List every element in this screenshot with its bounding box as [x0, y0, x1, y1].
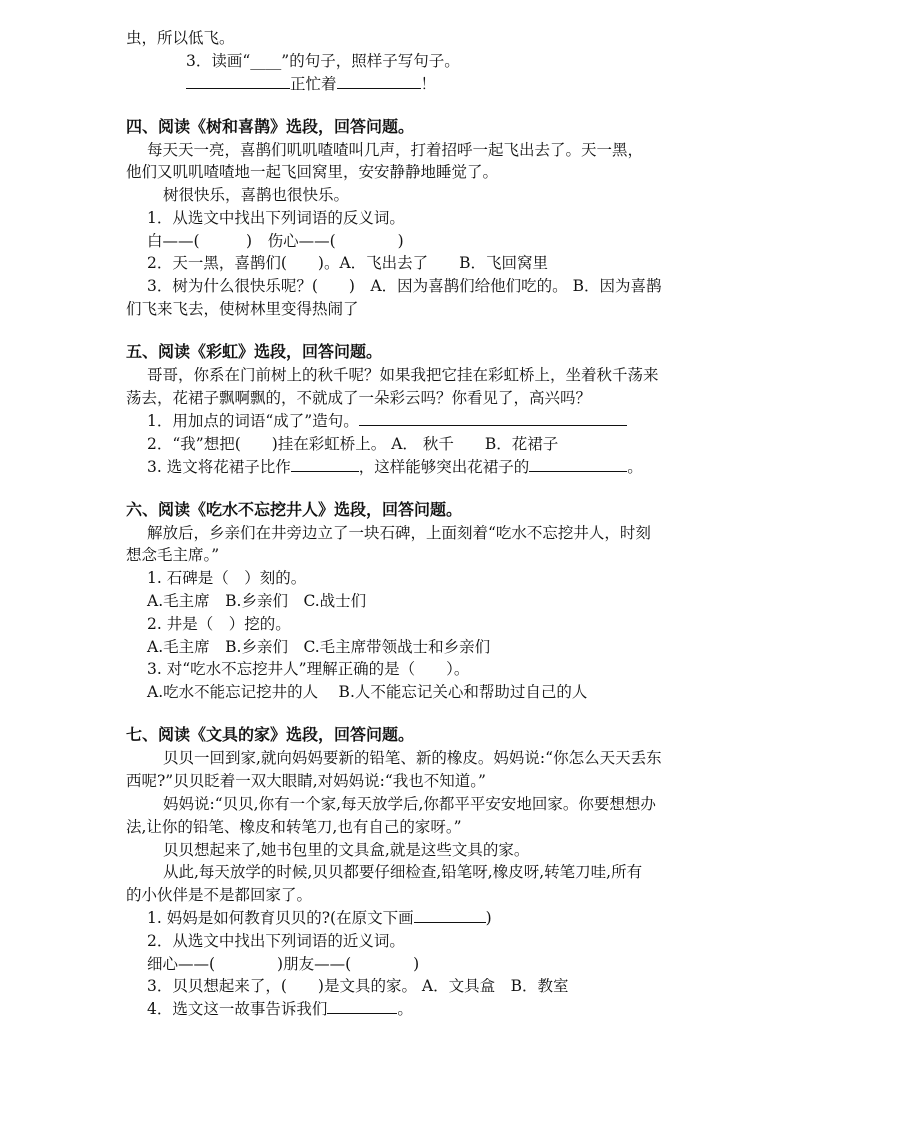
question-line: 2．从选文中找出下列词语的近义词。	[147, 932, 405, 950]
passage-line: 想念毛主席。”	[126, 546, 220, 564]
text-segment: 。	[397, 1000, 413, 1018]
passage-line: 的小伙伴是不是都回家了。	[126, 886, 313, 904]
answer-blank[interactable]	[327, 998, 397, 1014]
question-line: 2. 井是（ ）挖的。	[147, 615, 291, 633]
question-line: 2．“我”想把( )挂在彩虹桥上。 A． 秋千 B．花裙子	[147, 435, 559, 453]
passage-line: 树很快乐，喜鹊也很快乐。	[163, 186, 350, 204]
answer-options: A.毛主席 B.乡亲们 C.毛主席带领战士和乡亲们	[147, 638, 491, 656]
answer-blank[interactable]	[186, 73, 290, 89]
question-line	[147, 998, 413, 1020]
question-line	[147, 907, 492, 929]
section-heading: 四、阅读《树和喜鹊》选段，回答问题。	[126, 117, 415, 136]
question-line	[147, 456, 643, 478]
passage-line: 每天天一亮，喜鹊们叽叽喳喳叫几声，打着招呼一起飞出去了。天一黑，	[147, 141, 644, 159]
answer-blank[interactable]	[359, 410, 627, 426]
question-line: 1. 石碑是（ ）刻的。	[147, 569, 307, 587]
question-line: 白——( ) 伤心——( )	[147, 232, 404, 250]
text-segment: )	[485, 909, 492, 927]
text-segment: ，这样能够突出花裙子的	[358, 458, 530, 476]
question-line: 细心——( )朋友——( )	[147, 955, 420, 973]
passage-line: 法,让你的铅笔、橡皮和转笔刀,也有自己的家呀。”	[126, 818, 462, 836]
answer-blank[interactable]	[529, 456, 627, 472]
fill-in-line	[186, 73, 436, 95]
passage-line: 贝贝一回到家,就向妈妈要新的铅笔、新的橡皮。妈妈说:“你怎么天天丢东	[163, 749, 662, 767]
passage-line: 解放后，乡亲们在井旁边立了一块石碑，上面刻着“吃水不忘挖井人，时刻	[147, 524, 651, 542]
section-heading: 七、阅读《文具的家》选段，回答问题。	[126, 725, 415, 744]
passage-line: 哥哥，你系在门前树上的秋千呢？如果我把它挂在彩虹桥上，坐着秋千荡来	[147, 366, 659, 384]
answer-blank[interactable]	[414, 907, 486, 923]
question-line	[147, 410, 627, 432]
text-segment: 1．用加点的词语“成了”造句。	[147, 412, 359, 430]
answer-blank[interactable]	[291, 456, 359, 472]
text-segment: 1. 妈妈是如何教育贝贝的?(在原文下画	[147, 909, 414, 927]
text-segment: 。	[627, 458, 643, 476]
question-line: 1．从选文中找出下列词语的反义词。	[147, 209, 405, 227]
answer-options: A.吃水不能忘记挖井的人 B.人不能忘记关心和帮助过自己的人	[147, 683, 588, 701]
question-line: 们飞来飞去，使树林里变得热闹了	[126, 300, 359, 318]
passage-line: 从此,每天放学的时候,贝贝都要仔细检查,铅笔呀,橡皮呀,转笔刀哇,所有	[163, 863, 643, 881]
passage-line: 西呢?”贝贝眨着一双大眼睛,对妈妈说:“我也不知道。”	[126, 772, 486, 790]
passage-line: 妈妈说:“贝贝,你有一个家,每天放学后,你都平平安安地回家。你要想想办	[163, 795, 656, 813]
answer-options: A.毛主席 B.乡亲们 C.战士们	[147, 592, 367, 610]
question-line: 3．贝贝想起来了，( )是文具的家。 A．文具盒 B．教室	[147, 977, 569, 995]
text-segment: 正忙着	[290, 75, 337, 93]
passage-line: 他们又叽叽喳喳地一起飞回窝里，安安静静地睡觉了。	[126, 163, 499, 181]
text-line: 虫，所以低飞。	[126, 29, 235, 47]
passage-line: 荡去，花裙子飘啊飘的，不就成了一朵彩云吗？你看见了，高兴吗？	[126, 389, 592, 407]
text-segment: 4．选文这一故事告诉我们	[147, 1000, 328, 1018]
text-segment: 3. 选文将花裙子比作	[147, 458, 291, 476]
section-heading: 六、阅读《吃水不忘挖井人》选段，回答问题。	[126, 500, 463, 519]
section-heading: 五、阅读《彩虹》选段，回答问题。	[126, 342, 383, 361]
question-line: 2．天一黑，喜鹊们( )。A．飞出去了 B．飞回窝里	[147, 254, 549, 272]
answer-blank[interactable]	[337, 73, 421, 89]
passage-line: 贝贝想起来了,她书包里的文具盒,就是这些文具的家。	[163, 841, 530, 859]
question-line: 3．读画“____”的句子，照样子写句子。	[186, 52, 460, 70]
question-line: 3. 对“吃水不忘挖井人”理解正确的是（ ）。	[147, 660, 470, 678]
question-line: 3．树为什么很快乐呢？( ) A．因为喜鹊们给他们吃的。 B．因为喜鹊	[147, 277, 662, 295]
text-segment: ！	[420, 75, 437, 93]
